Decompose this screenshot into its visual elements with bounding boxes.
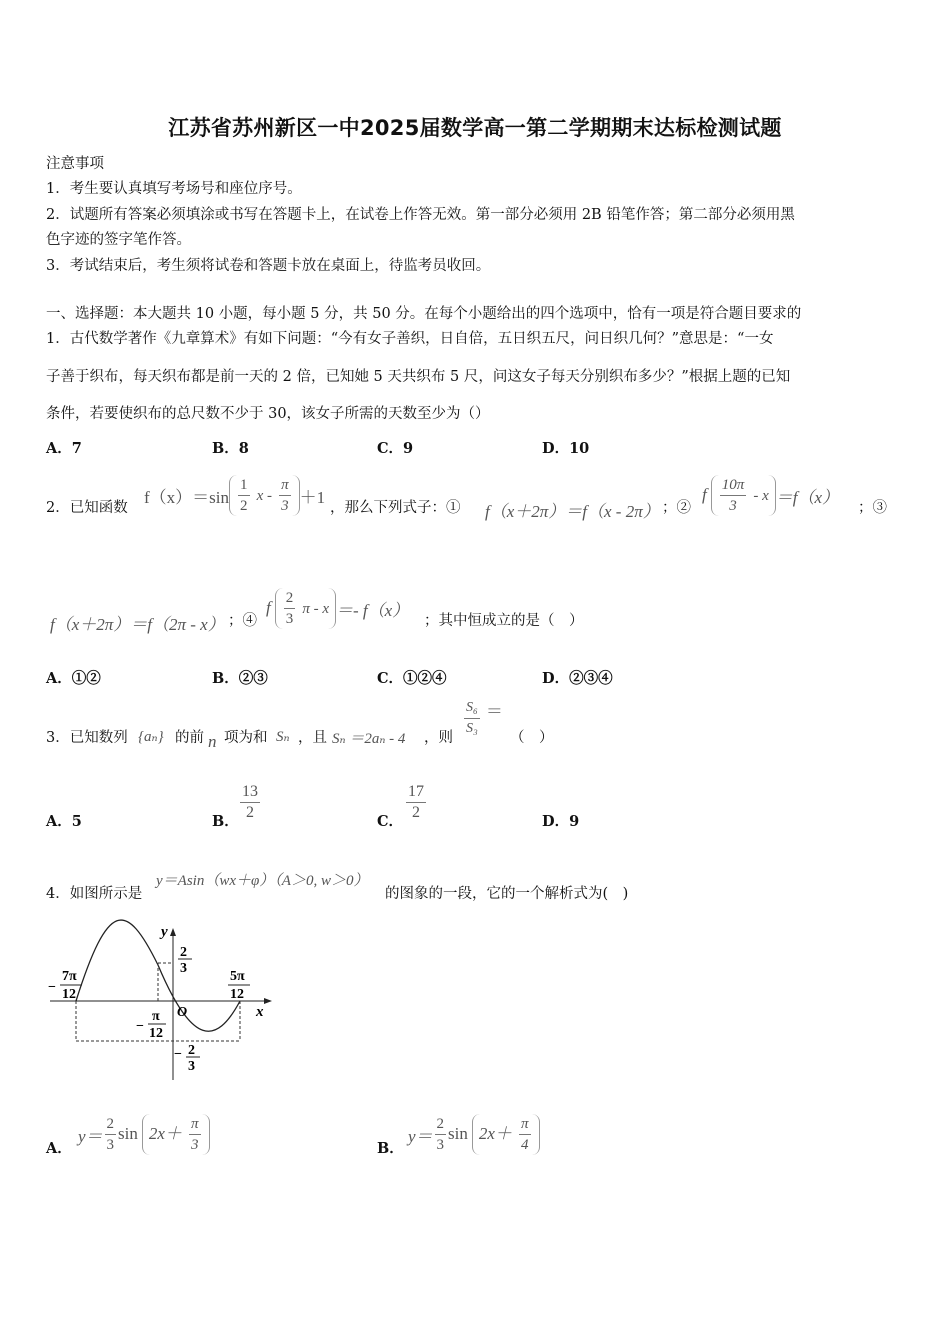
q4-option-b-label: B． (377, 1140, 404, 1157)
q4-b-sin: sin (448, 1124, 468, 1143)
q3-text-1: 的前 (175, 730, 204, 746)
graph-left-num: 7π (62, 969, 77, 984)
q2-eq-2-paren (711, 475, 776, 516)
q2-option-c: C．①②④ (377, 670, 447, 687)
q3-ask: （ ） (510, 730, 554, 746)
q2-eq-2-mid: - x (753, 487, 769, 504)
notice-item-1: 1．考生要认真填写考场号和座位序号。 (46, 181, 302, 197)
q4-b-inner: 2x＋ (478, 1123, 512, 1143)
q4-lead: 4．如图所示是 (46, 886, 143, 902)
graph-mid-num: π (152, 1009, 160, 1024)
q4-a-inner: 2x＋ (148, 1123, 182, 1143)
q4-a-coef: $\frac{2}{3}$ (106, 1115, 115, 1153)
q3-option-a: A．5 (46, 813, 82, 830)
q1-option-b: B．8 (212, 440, 249, 457)
q3-option-c-label: C． (377, 813, 404, 830)
q4-a-y: y＝ (78, 1126, 103, 1146)
notice-item-3: 3．考试结束后，考生须将试卷和答题卡放在桌面上，待监考员收回。 (46, 258, 491, 274)
q2-eq-4-tail: ＝- f（x） (336, 600, 410, 620)
graph-max-num: 2 (180, 945, 187, 960)
q2-eq-4-frac: $\frac{2}{3}$ (285, 589, 294, 627)
q3-ratio (462, 698, 503, 739)
graph-mid-den: 12 (149, 1026, 163, 1041)
q3-text-3: ，且 (298, 730, 327, 746)
q3-lead: 3．已知数列 (46, 730, 128, 746)
q2-function (144, 470, 325, 520)
q4-b-phase: $\frac{\pi}{4}$ (521, 1115, 529, 1153)
notice-item-2-cont: 色字迹的签字笔作答。 (46, 232, 191, 248)
graph-right-num: 5π (230, 969, 245, 984)
q2-function-paren (229, 475, 300, 516)
q4-b-y: y＝ (408, 1126, 433, 1146)
q2-option-d: D．②③④ (542, 670, 613, 687)
y-axis-arrow (170, 928, 176, 936)
q2-function-tail: ＋1 (299, 487, 326, 507)
q1-line-1: 1．古代数学著作《九章算术》有如下问题：“今有女子善织，日自倍，五日织五尺，问日织几何？”意思是：“一女 (46, 331, 774, 347)
notice-item-2: 2．试题所有答案必须填涂或书写在答题卡上，在试卷上作答无效。第一部分必须用 2B 铅笔作答；第二部分必须用黑 (46, 207, 795, 223)
q3-n: n (208, 732, 217, 751)
q3-option-c-frac: $\frac{17}{2}$ (408, 783, 424, 821)
q2-option-b: B．②③ (212, 670, 268, 687)
q2-eq-4-f: f (266, 598, 271, 617)
q1-option-c: C．9 (377, 440, 414, 457)
q3-ratio-eq: ＝ (485, 702, 503, 721)
q3-text-2: 项为和 (224, 730, 268, 746)
q4-option-a-label: A． (46, 1140, 72, 1157)
graph-left-sign: − (48, 980, 56, 995)
q1-line-3: 条件，若要使织布的总尺数不少于 30，该女子所需的天数至少为（） (46, 406, 490, 422)
q2-eq-3: f（x＋2π）＝f（2π - x） (50, 615, 225, 634)
q1-option-a: A．7 (46, 440, 82, 457)
q3-option-b-frac: $\frac{13}{2}$ (242, 783, 258, 821)
q2-eq-4 (266, 583, 409, 633)
q4-ask: 的图象的一段，它的一个解析式为( ) (385, 886, 629, 902)
q3-sn: Sₙ (276, 729, 290, 745)
q4-b-paren (472, 1114, 540, 1155)
q2-sep-4: ；④ (228, 613, 257, 629)
q2-eq-4-paren (275, 588, 336, 629)
graph-min-sign: − (174, 1047, 182, 1062)
q2-eq-2-frac: $\frac{10\pi}{3}$ (721, 476, 745, 514)
page-title: 江苏省苏州新区一中2025届数学高一第二学期期末达标检测试题 (168, 116, 782, 140)
q3-sequence: {aₙ} (138, 729, 164, 745)
q4-graph (40, 918, 280, 1090)
q2-frac-1: $\frac{1}{2}$ (240, 476, 248, 514)
q4-a-phase: $\frac{\pi}{3}$ (191, 1115, 199, 1153)
section-heading: 一、选择题：本大题共 10 小题，每小题 5 分，共 50 分。在每个小题给出的四个选项中，恰有一项是符合题目要求的 (46, 306, 802, 322)
q2-then: ，那么下列式子：① (330, 500, 461, 516)
graph-mid-sign: − (136, 1019, 144, 1034)
x-axis-arrow (264, 998, 272, 1004)
q2-ask: ；其中恒成立的是（ ） (424, 613, 584, 629)
graph-min-den: 3 (188, 1059, 195, 1074)
q4-a-sin: sin (118, 1124, 138, 1143)
q2-sep-3: ；③ (858, 500, 887, 516)
q2-function-mid: x - (256, 487, 272, 504)
q2-sep-2: ；② (662, 500, 691, 516)
graph-y-label: y (161, 924, 168, 940)
q2-eq-4-mid: π - x (302, 600, 329, 617)
q2-lead: 2．已知函数 (46, 500, 128, 516)
q2-option-a: A．①② (46, 670, 101, 687)
q1-option-d: D．10 (542, 440, 590, 457)
q2-eq-1: f（x＋2π）＝f（x - 2π） (485, 502, 660, 521)
q3-text-4: ，则 (424, 730, 453, 746)
notice-heading: 注意事项 (46, 156, 104, 172)
q3-relation: Sₙ ＝2aₙ - 4 (332, 731, 406, 747)
q2-function-head: f（x）＝sin (144, 487, 229, 507)
graph-right-den: 12 (230, 987, 244, 1002)
graph-x-label: x (256, 1004, 264, 1020)
q2-frac-2: $\frac{\pi}{3}$ (281, 476, 289, 514)
q2-eq-2-tail: ＝f（x） (775, 487, 840, 507)
q2-eq-2 (702, 470, 839, 520)
q4-b-coef: $\frac{2}{3}$ (436, 1115, 445, 1153)
graph-left-den: 12 (62, 987, 76, 1002)
q1-line-2: 子善于织布，每天织布都是前一天的 2 倍，已知她 5 天共织布 5 尺，问这女子每天分别织布多少？”根据上题的已知 (46, 369, 791, 385)
q4-option-a-expr (78, 1110, 210, 1158)
q4-option-b-expr (408, 1110, 540, 1158)
graph-min-num: 2 (188, 1043, 195, 1058)
q4-a-paren (142, 1114, 210, 1155)
graph-origin: O (177, 1005, 188, 1020)
q4-function: y＝Asin（wx＋φ）（A＞0, w＞0） (156, 873, 369, 889)
graph-max-den: 3 (180, 961, 187, 976)
q2-eq-2-f: f (702, 485, 707, 504)
q3-option-b-label: B． (212, 813, 239, 830)
q3-ratio-frac: $\frac{\text{S₆}}{\text{S₃}}$ (466, 700, 478, 736)
q3-option-d: D．9 (542, 813, 580, 830)
